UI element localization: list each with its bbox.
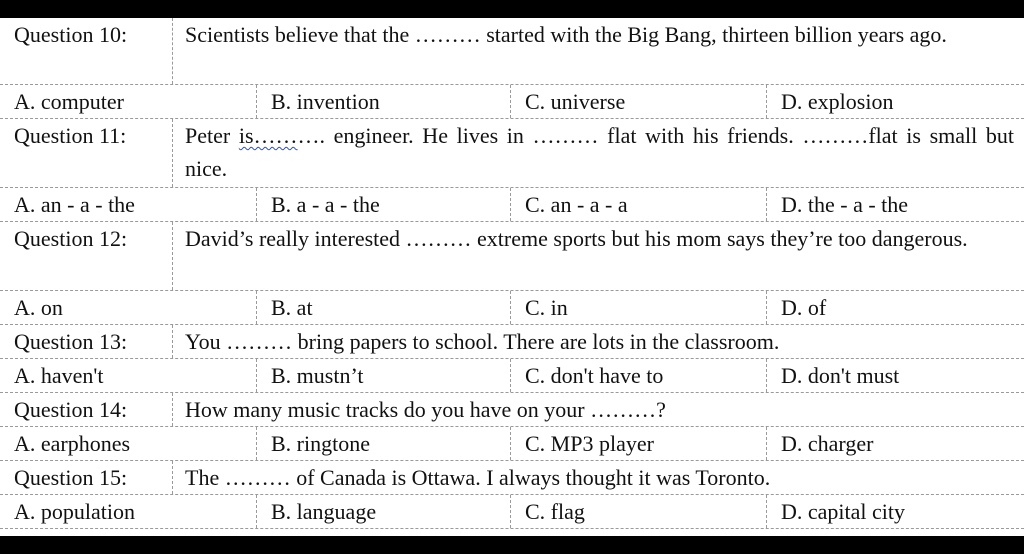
options-row-13 [0,359,1024,393]
options-row-12 [0,291,1024,325]
question-label: Question 13: [14,329,128,354]
question-row-15 [0,461,1024,495]
question-label: Question 12: [14,226,128,251]
option-c[interactable]: C. in [510,291,766,324]
question-row-11 [0,119,1024,188]
option-d[interactable]: D. of [766,291,1024,324]
option-d[interactable]: D. charger [766,427,1024,460]
option-b[interactable]: B. language [256,495,510,528]
question-label: Question 15: [14,465,128,490]
question-text-part: Peter [185,123,239,148]
option-c[interactable]: C. MP3 player [510,427,766,460]
options-row-11 [0,188,1024,222]
question-text-part: …. engineer. He lives in ……… flat with his friends. ………flat is small but nice. [185,123,1015,181]
question-text: David’s really interested ……… extreme sports but his mom says they’re too dangerous. [172,222,1024,290]
option-b[interactable]: B. at [256,291,510,324]
question-text: Scientists believe that the ……… started with the Big Bang, thirteen billion years ago. [172,18,1024,84]
option-b[interactable]: B. ringtone [256,427,510,460]
question-row-12 [0,222,1024,291]
top-black-bar [0,0,1024,18]
question-row-10 [0,18,1024,85]
option-b[interactable]: B. invention [256,85,510,118]
question-text: How many music tracks do you have on your ………? [172,393,1024,426]
option-a[interactable]: A. computer [14,89,124,114]
options-row-14 [0,427,1024,461]
option-a[interactable]: A. an - a - the [14,192,135,217]
option-a[interactable]: A. haven't [14,363,104,388]
options-row-10 [0,85,1024,119]
question-text [172,119,1024,187]
question-row-13 [0,325,1024,359]
question-label: Question 14: [14,397,128,422]
option-d[interactable]: D. explosion [766,85,1024,118]
options-row-15 [0,495,1024,529]
option-b[interactable]: B. mustn’t [256,359,510,392]
quiz-table [0,18,1024,536]
question-text: The ……… of Canada is Ottawa. I always thought it was Toronto. [172,461,1024,494]
option-c[interactable]: C. don't have to [510,359,766,392]
option-a[interactable]: A. earphones [14,431,131,456]
option-d[interactable]: D. capital city [766,495,1024,528]
option-c[interactable]: C. flag [510,495,766,528]
question-label: Question 11: [14,123,127,148]
question-text: You ……… bring papers to school. There are lots in the classroom. [172,325,1024,358]
question-row-14 [0,393,1024,427]
bottom-black-bar [0,536,1024,554]
option-d[interactable]: D. the - a - the [766,188,1024,221]
question-label: Question 10: [14,22,128,47]
option-a[interactable]: A. on [14,295,63,320]
option-d[interactable]: D. don't must [766,359,1024,392]
option-a[interactable]: A. population [14,499,135,524]
option-b[interactable]: B. a - a - the [256,188,510,221]
option-c[interactable]: C. an - a - a [510,188,766,221]
spellcheck-marked-text: is…… [238,123,298,148]
option-c[interactable]: C. universe [510,85,766,118]
